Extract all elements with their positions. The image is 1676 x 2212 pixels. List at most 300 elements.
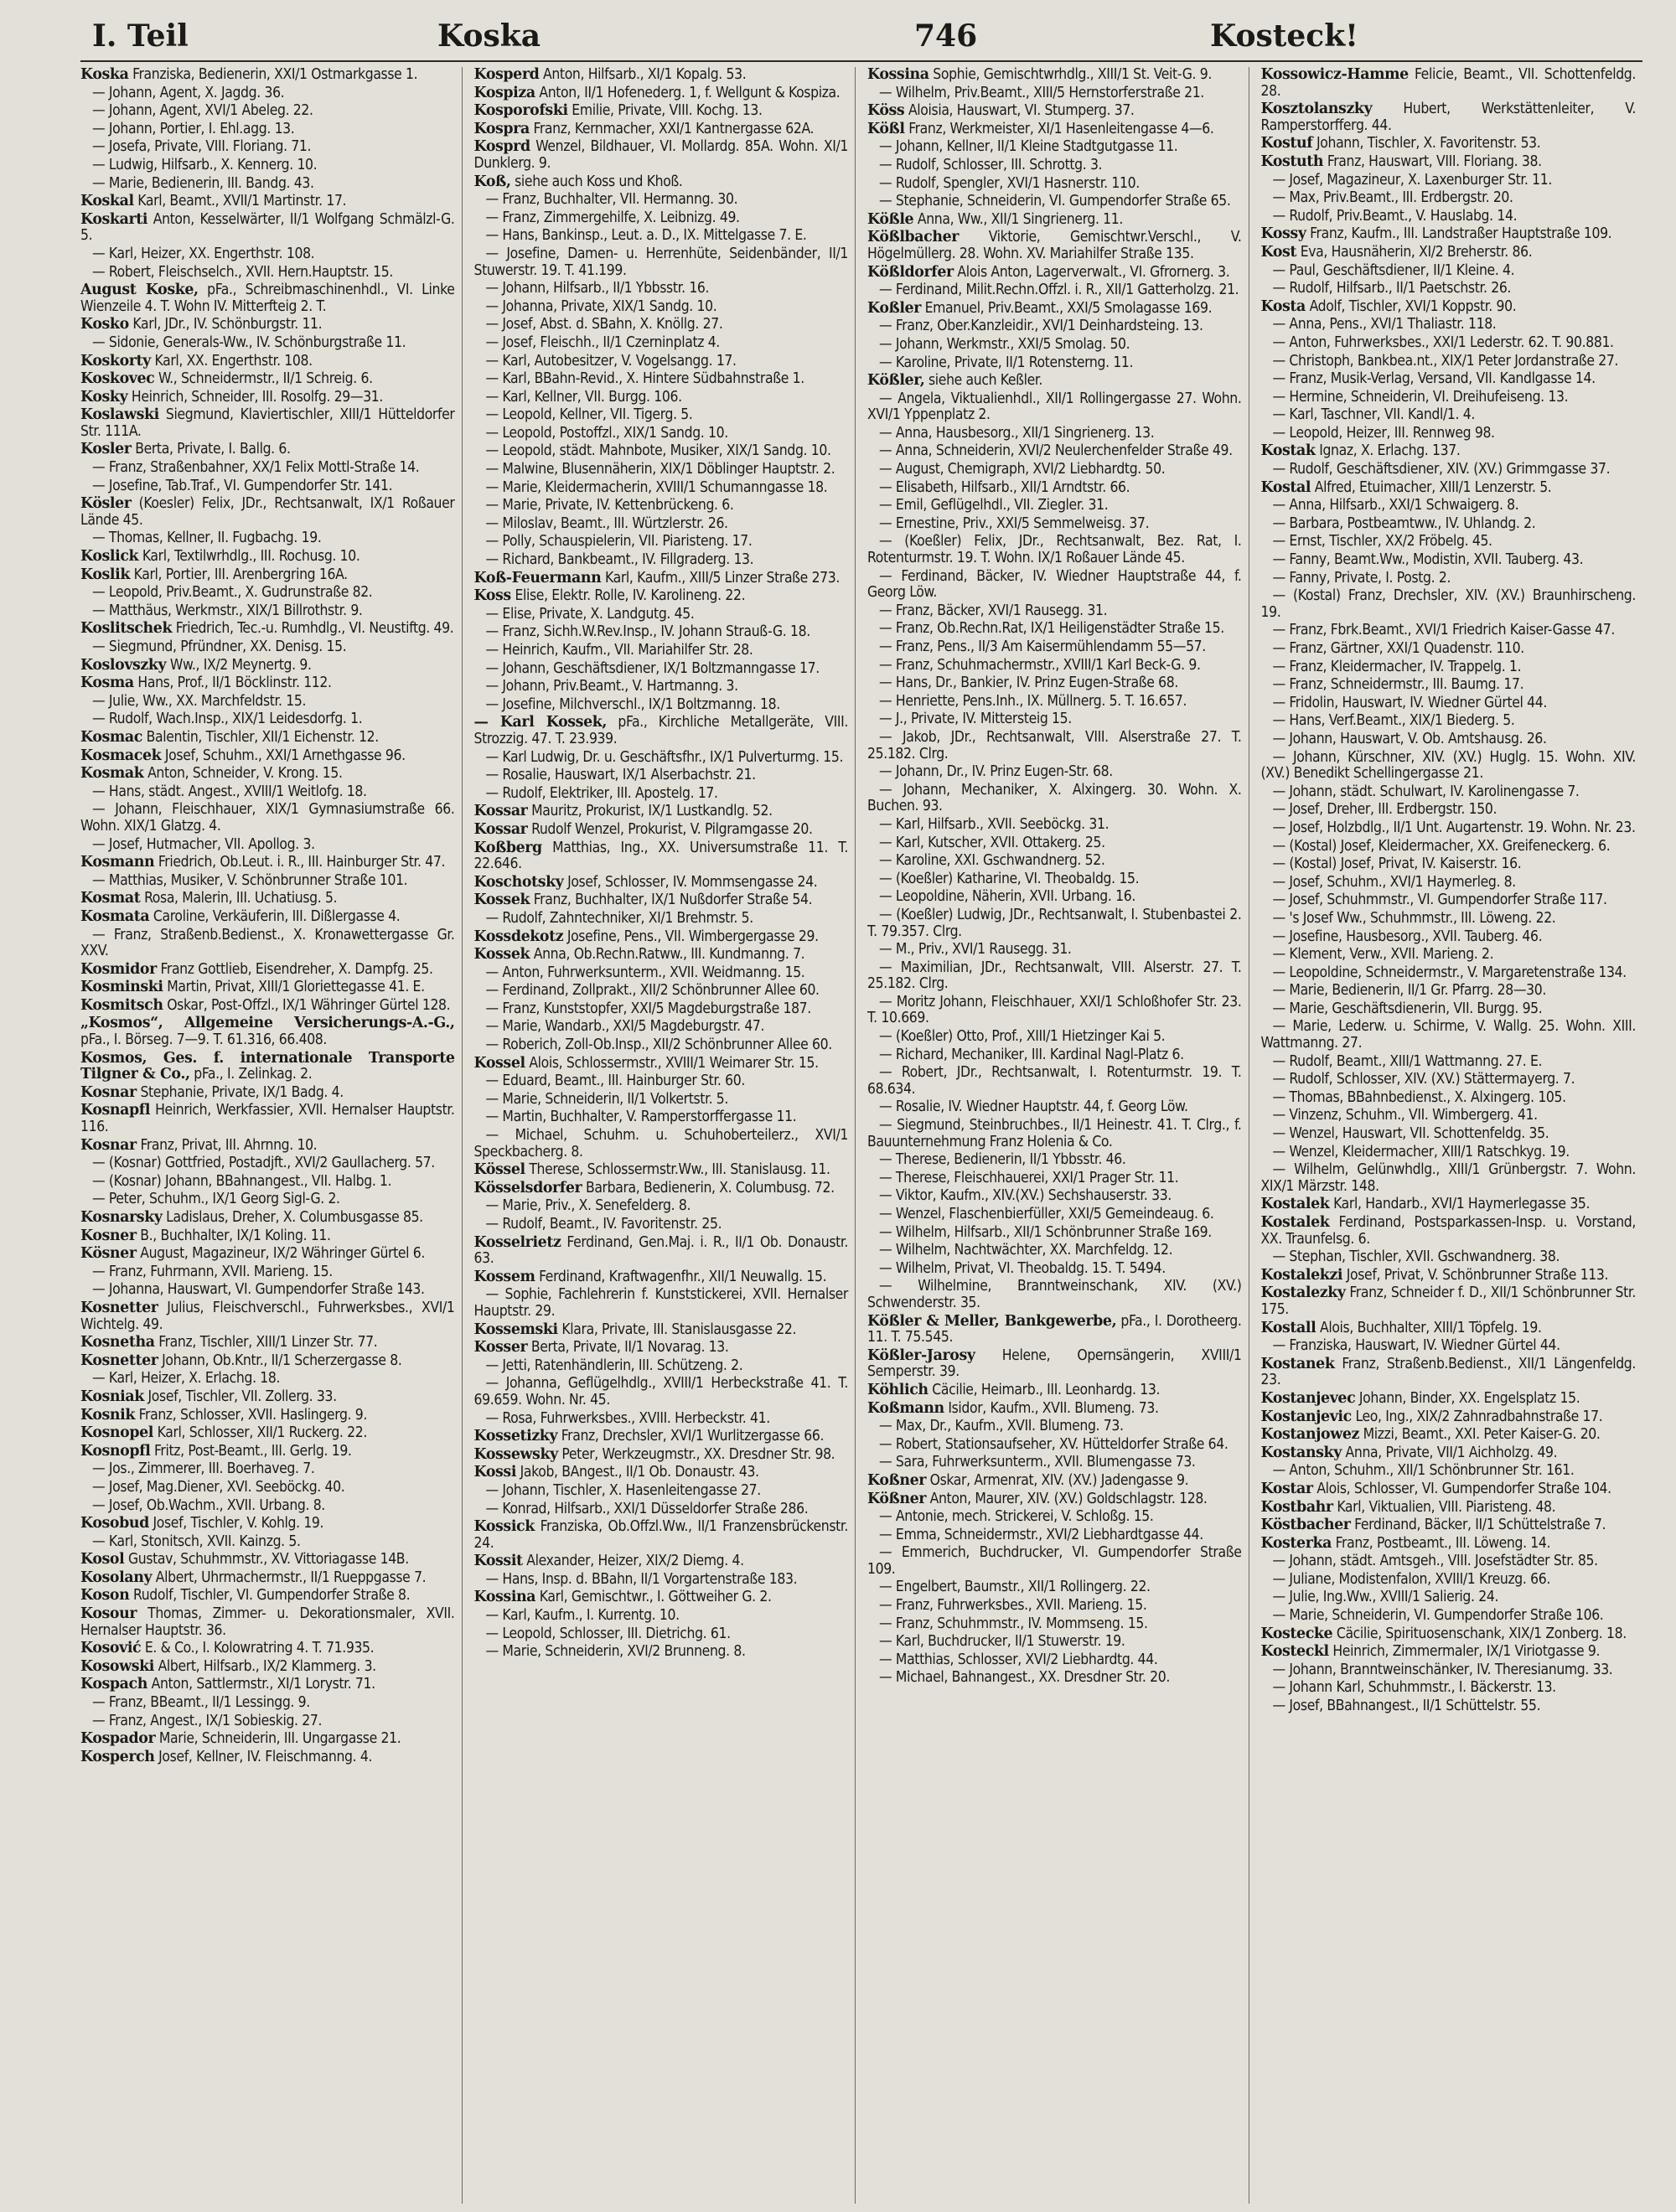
- directory-entry: [867, 373, 1242, 390]
- directory-entry: [1261, 462, 1637, 478]
- entry-surname: Kösler: [80, 495, 132, 513]
- entry-details: Karl, XX. Engerthstr. 108.: [154, 352, 313, 370]
- entry-details: Ladislaus, Dreher, X. Columbusgasse 85.: [166, 1209, 423, 1226]
- entry-details: — Franz, Sichh.W.Rev.Insp., IV. Johann Strauß-G. 18.: [485, 623, 810, 641]
- directory-entry: [1261, 947, 1637, 964]
- entry-details: — Matthias, Musiker, V. Schönbrunner Straße 101.: [92, 871, 408, 889]
- entry-surname: Kossem: [473, 1268, 535, 1285]
- entry-details: — Franz, Kunststopfer, XXI/5 Magdeburgstraße 187.: [485, 1000, 811, 1017]
- entry-surname: Kösselsdorfer: [473, 1179, 582, 1196]
- entry-details: — Josefa, Private, VIII. Floriang. 71.: [92, 138, 312, 156]
- directory-entry: [80, 1570, 455, 1587]
- entry-details: — Leopold, Heizer, III. Rennweg 98.: [1272, 424, 1495, 442]
- entry-details: Josef, Schuhm., XXI/1 Arnethgasse 96.: [164, 747, 406, 764]
- entry-surname: Kostanjowez: [1260, 1426, 1359, 1444]
- entry-details: B., Buchhalter, IX/1 Koling. 11.: [140, 1227, 331, 1244]
- entry-details: (Koesler) Felix, JDr., Rechtsanwalt, IX/1 Roßauer Lände 45.: [80, 495, 455, 529]
- directory-entry: [474, 390, 849, 406]
- column-2: [474, 67, 856, 2204]
- directory-entry: [80, 802, 455, 835]
- directory-entry: [474, 1198, 849, 1215]
- entry-details: — Ernst, Tischler, XX/2 Fröbelg. 45.: [1272, 533, 1492, 550]
- entry-surname: Kosselrietz: [473, 1233, 561, 1251]
- directory-entry: [474, 624, 849, 641]
- entry-details: Elise, Elektr. Rolle, IV. Karolineng. 22.: [515, 587, 746, 605]
- entry-surname: Koson: [80, 1587, 130, 1605]
- directory-entry: [474, 1162, 849, 1179]
- directory-entry: [867, 301, 1242, 318]
- entry-surname: Koßberg: [473, 839, 542, 856]
- directory-entry: [80, 658, 455, 674]
- directory-entry: [1261, 1572, 1637, 1589]
- entry-surname: Kossit: [473, 1553, 523, 1570]
- entry-details: Karl, Viktualien, VIII. Piaristeng. 48.: [1337, 1498, 1556, 1516]
- entry-details: Karl, Kaufm., XIII/5 Linzer Straße 273.: [604, 569, 841, 587]
- directory-entry: [80, 1534, 455, 1551]
- entry-surname: Kospra: [473, 120, 530, 137]
- entry-details: Franz, Hauswart, VIII. Floriang. 38.: [1327, 152, 1542, 170]
- directory-entry: [1261, 335, 1637, 352]
- directory-entry: [1261, 136, 1637, 152]
- directory-entry: [80, 103, 455, 120]
- entry-surname: Kostbahr: [1260, 1498, 1333, 1516]
- entry-details: — Jos., Zimmerer, III. Boerhaveg. 7.: [92, 1460, 315, 1478]
- entry-surname: Kosnetter: [80, 1299, 158, 1316]
- directory-entry: [80, 354, 455, 370]
- entry-details: — Johann, Kellner, II/1 Kleine Stadtgutgasse 11.: [879, 138, 1178, 156]
- directory-entry: [80, 1731, 455, 1748]
- directory-entry: [80, 1641, 455, 1657]
- entry-details: Sophie, Gemischtwrhdlg., XIII/1 St. Veit-G. 9.: [933, 67, 1213, 83]
- entry-surname: Koskovec: [80, 370, 155, 388]
- directory-entry: [1261, 623, 1637, 639]
- directory-entry: [80, 1335, 455, 1351]
- entry-details: — Ernestine, Priv., XXI/5 Semmelweisg. 37.: [879, 514, 1150, 532]
- entry-details: Ferdinand, Bäcker, II/1 Schüttelstraße 7.: [1354, 1517, 1606, 1534]
- entry-surname: Kostalek: [1260, 1214, 1330, 1231]
- entry-details: — Polly, Schauspielerin, VII. Piaristeng. 17.: [485, 533, 753, 550]
- entry-details: Josefine, Pens., VII. Wimbergergasse 29.: [566, 928, 819, 945]
- directory-entry: [474, 552, 849, 569]
- directory-entry: [474, 804, 849, 820]
- directory-entry: [867, 1527, 1242, 1544]
- part-label: I. Teil: [92, 18, 189, 54]
- directory-entry: [867, 960, 1242, 993]
- directory-entry: [474, 1019, 849, 1036]
- directory-entry: [1261, 1001, 1637, 1018]
- entry-details: Barbara, Bedienerin, X. Columbusg. 72.: [585, 1179, 835, 1196]
- entry-details: Ignaz, X. Erlachg. 137.: [1319, 442, 1461, 460]
- entry-details: — (Kostal) Josef, Privat, IV. Kaiserstr. 16.: [1272, 855, 1522, 873]
- entry-details: — Josefine, Tab.Traf., VI. Gumpendorfer Str. 141.: [92, 477, 393, 494]
- directory-entry: [867, 1455, 1242, 1471]
- entry-details: Hans, Prof., II/1 Böcklinstr. 112.: [137, 674, 332, 692]
- entry-details: Anton, II/1 Hofenederg. 1, f. Wellgunt & Kospiza.: [539, 84, 841, 101]
- entry-details: Berta, Private, I. Ballg. 6.: [135, 441, 291, 458]
- directory-entry: [867, 337, 1242, 354]
- directory-entry: [867, 230, 1242, 262]
- entry-surname: Kosta: [1260, 297, 1306, 315]
- entry-details: — (Kosnar) Johann, BBahnangest., VII. Halbg. 1.: [92, 1172, 392, 1190]
- directory-entry: [474, 1589, 849, 1606]
- entry-details: Rosa, Malerin, III. Uchatiusg. 5.: [144, 890, 338, 907]
- directory-entry: [80, 928, 455, 960]
- directory-entry: [80, 639, 455, 656]
- entry-details: — Matthäus, Werkmstr., XIX/1 Billrothstr. 9.: [92, 602, 363, 619]
- entry-details: — Rudolf, Wach.Insp., XIX/1 Leidesdorfg. 1.: [92, 711, 363, 728]
- entry-surname: „Kosmos“, Allgemeine Versicherungs-A.-G.,: [80, 1015, 455, 1032]
- entry-details: — Johann, Werkmstr., XXI/5 Smolag. 50.: [879, 335, 1130, 353]
- entry-details: — Michael, Schuhm. u. Schuhoberteilerz., XVI/1 Speckbacherg. 8.: [473, 1127, 848, 1160]
- entry-details: — Leopold, Kellner, VII. Tigerg. 5.: [485, 406, 693, 424]
- directory-entry: [1261, 929, 1637, 946]
- entry-details: — Johann, Mechaniker, X. Alxingerg. 30. Wohn. X. Buchen. 93.: [867, 781, 1242, 815]
- entry-details: — Sidonie, Generals-Ww., IV. Schönburgstraße 11.: [92, 333, 406, 351]
- entry-details: — Wilhelm, Privat, VI. Theobaldg. 15. T. 5494.: [879, 1259, 1166, 1277]
- entry-details: — Karl, Kaufm., I. Kurrentg. 10.: [485, 1607, 680, 1625]
- entry-details: — Johann, Hauswart, V. Ob. Amtshausg. 26.: [1272, 730, 1547, 747]
- directory-entry: [80, 390, 455, 406]
- entry-details: — Christoph, Bankbea.nt., XIX/1 Peter Jordanstraße 27.: [1272, 352, 1619, 370]
- entry-details: — Johann, städt. Amtsgeh., VIII. Josefstädter Str. 85.: [1272, 1553, 1598, 1570]
- entry-surname: Kosperd: [473, 67, 540, 83]
- entry-surname: Kost: [1260, 243, 1297, 261]
- entry-details: pFa., I. Dorotheerg. 11. T. 75.545.: [867, 1312, 1242, 1346]
- entry-details: — Antonie, mech. Strickerei, V. Schloßg. 15.: [879, 1508, 1154, 1526]
- entry-details: — Ferdinand, Bäcker, IV. Wiedner Hauptstraße 44, f. Georg Löw.: [867, 567, 1242, 602]
- entry-details: — Jakob, JDr., Rechtsanwalt, VIII. Alserstraße 27. T. 25.182. Clrg.: [867, 728, 1242, 762]
- entry-details: — Michael, Bahnangest., XX. Dresdner Str. 20.: [879, 1669, 1170, 1687]
- directory-entry: [80, 442, 455, 458]
- entry-details: — Eduard, Beamt., III. Hainburger Str. 60.: [485, 1072, 745, 1090]
- entry-details: — (Kosnar) Gottfried, Postadjft., XVI/2 Gaullacherg. 57.: [92, 1155, 435, 1172]
- entry-details: — Franz, Schneidermstr., III. Baumg. 17.: [1272, 676, 1524, 694]
- entry-details: — Emil, Geflügelhdl., VII. Ziegler. 31.: [879, 497, 1109, 514]
- directory-entry: [474, 1465, 849, 1481]
- directory-entry: [80, 730, 455, 747]
- entry-surname: Kossina: [867, 67, 929, 83]
- directory-entry: [474, 534, 849, 550]
- directory-entry: [80, 1749, 455, 1766]
- directory-entry: [1261, 1500, 1637, 1517]
- directory-entry: [867, 694, 1242, 711]
- entry-details: Balentin, Tischler, XII/1 Eichenstr. 12.: [146, 728, 379, 746]
- directory-entry: [474, 892, 849, 909]
- entry-details: — Emmerich, Buchdrucker, VI. Gumpendorfer Straße 109.: [867, 1544, 1242, 1578]
- directory-entry: [1261, 1644, 1637, 1661]
- directory-entry: [80, 1606, 455, 1639]
- directory-entry: [80, 121, 455, 138]
- directory-entry: [1261, 641, 1637, 658]
- entry-surname: Kospador: [80, 1730, 156, 1748]
- directory-entry: [867, 480, 1242, 497]
- entry-details: — (Koeßler) Ludwig, JDr., Rechtsanwalt, I. Stubenbastei 2. T. 79.357. Clrg.: [867, 906, 1242, 940]
- directory-entry: [474, 139, 849, 172]
- entry-surname: Kosour: [80, 1605, 137, 1623]
- entry-details: — Josef, Abst. d. SBahn, X. Knöllg. 27.: [485, 316, 723, 333]
- entry-details: — Matthias, Schlosser, XVI/2 Liebhardtg. 44.: [879, 1651, 1158, 1668]
- directory-entry: [474, 1037, 849, 1054]
- entry-surname: Kosztolanszky: [1260, 101, 1373, 118]
- entry-surname: Kossina: [473, 1589, 536, 1606]
- directory-entry: [1261, 443, 1637, 460]
- entry-details: — Karl, Heizer, X. Erlachg. 18.: [92, 1370, 281, 1388]
- directory-entry: [1261, 1196, 1637, 1213]
- directory-entry: [1261, 354, 1637, 370]
- entry-details: — Leopoldine, Näherin, XVII. Urbang. 16.: [879, 888, 1135, 906]
- directory-entry: [474, 767, 849, 784]
- entry-details: — Franz, Angest., IX/1 Sobieskig. 27.: [92, 1712, 323, 1729]
- entry-details: Heinrich, Werkfassier, XVII. Hernalser Hauptstr. 116.: [80, 1102, 455, 1136]
- entry-details: Anna, Ob.Rechn.Ratww., III. Kundmanng. 7.: [533, 946, 805, 964]
- directory-entry: [1261, 1481, 1637, 1498]
- directory-entry: [1261, 839, 1637, 855]
- entry-surname: Koss: [473, 587, 511, 605]
- directory-entry: [474, 317, 849, 333]
- directory-entry: [1261, 677, 1637, 694]
- directory-entry: [867, 534, 1242, 566]
- directory-entry: [474, 715, 849, 747]
- directory-entry: [1261, 695, 1637, 712]
- directory-entry: [80, 585, 455, 602]
- directory-entry: [80, 158, 455, 174]
- entry-details: — Marie, Private, IV. Kettenbrückeng. 6.: [485, 497, 734, 514]
- directory-entry: [867, 1491, 1242, 1508]
- entry-details: Oskar, Armenrat, XIV. (XV.) Jadengasse 9.: [929, 1471, 1189, 1489]
- entry-details: — Richard, Bankbeamt., IV. Fillgraderg. 13.: [485, 551, 754, 569]
- directory-entry: [1261, 1108, 1637, 1124]
- directory-entry: [80, 1051, 455, 1083]
- directory-entry: [80, 1282, 455, 1299]
- directory-entry: [80, 1353, 455, 1370]
- entry-details: — (Koeßler) Otto, Prof., XIII/1 Hietzinger Kai 5.: [879, 1028, 1166, 1046]
- directory-entry: [867, 1616, 1242, 1633]
- entry-details: — Hans, städt. Angest., XVIII/1 Weitlofg. 18.: [92, 783, 367, 800]
- entry-details: — Johann, städt. Schulwart, IV. Karolinengasse 7.: [1272, 783, 1580, 800]
- entry-details: — Rosa, Fuhrwerksbes., XVIII. Herbeckstr. 41.: [485, 1409, 770, 1427]
- entry-details: Anna, Private, VII/1 Aichholzg. 49.: [1345, 1444, 1558, 1461]
- directory-entry: [867, 176, 1242, 193]
- directory-entry: [1261, 1463, 1637, 1480]
- entry-details: — Franz, Schuhmachermstr., XVIII/1 Karl Beck-G. 9.: [879, 656, 1201, 674]
- entry-details: — Max, Dr., Kaufm., XVII. Blumeng. 73.: [879, 1418, 1124, 1435]
- entry-surname: Koßmann: [867, 1399, 944, 1417]
- entry-surname: Kößle: [867, 210, 914, 228]
- entry-details: — Marie, Schneiderin, XVI/2 Brunneng. 8.: [485, 1643, 746, 1661]
- entry-details: — Thomas, Kellner, II. Fugbachg. 19.: [92, 530, 322, 547]
- entry-details: siehe auch Koss und Khoß.: [515, 173, 683, 190]
- directory-entry: [1261, 67, 1637, 100]
- entry-details: Oskar, Post-Offzl., IX/1 Währinger Gürtel 128.: [167, 996, 451, 1014]
- directory-entry: [474, 103, 849, 120]
- entry-details: Heinrich, Zimmermaler, IX/1 Viriotgasse 9.: [1332, 1643, 1601, 1661]
- entry-details: — Johanna, Hauswart, VI. Gumpendorfer Straße 143.: [92, 1281, 425, 1299]
- entry-details: — Franz, Buchhalter, VII. Hermanng. 30.: [485, 191, 738, 209]
- entry-surname: Kößler,: [867, 372, 925, 390]
- entry-details: Anton, Sattlermstr., XI/1 Lorystr. 71.: [151, 1676, 375, 1693]
- entry-surname: Kossetizky: [473, 1428, 558, 1445]
- entry-surname: Kosler: [80, 441, 132, 458]
- entry-details: — Robert, Stationsaufseher, XV. Hütteldorfer Straße 64.: [879, 1435, 1229, 1453]
- entry-details: Eva, Hausnäherin, XI/2 Breherstr. 86.: [1300, 243, 1533, 261]
- entry-details: — Franziska, Hauswart, IV. Wiedner Gürtel 44.: [1272, 1337, 1560, 1355]
- entry-details: Franz, Drechsler, XVI/1 Wurlitzergasse 66.: [561, 1428, 825, 1445]
- directory-entry: [1261, 317, 1637, 333]
- directory-entry: [80, 1246, 455, 1263]
- directory-entry: [867, 1382, 1242, 1399]
- entry-surname: Kossowicz-Hamme: [1260, 67, 1409, 83]
- entry-details: — Marie, Bedienerin, III. Bandg. 43.: [92, 174, 314, 192]
- directory-entry: [867, 730, 1242, 762]
- directory-entry: [474, 407, 849, 424]
- directory-entry: [867, 1207, 1242, 1223]
- directory-entry: [474, 1644, 849, 1661]
- entry-surname: Kosteckl: [1260, 1643, 1329, 1661]
- directory-entry: [1261, 1090, 1637, 1107]
- directory-entry: [80, 1103, 455, 1135]
- directory-entry: [1261, 101, 1637, 134]
- entry-details: Leo, Ing., XIX/2 Zahnradbahnstraße 17.: [1355, 1408, 1603, 1425]
- directory-entry: [1261, 1553, 1637, 1570]
- directory-entry: [474, 192, 849, 209]
- entry-details: Felicie, Beamt., VII. Schottenfeldg. 28.: [1260, 67, 1636, 100]
- directory-entry: [867, 194, 1242, 210]
- entry-surname: Kosović: [80, 1640, 142, 1657]
- entry-details: — Martin, Buchhalter, V. Ramperstorffergasse 11.: [485, 1109, 797, 1126]
- directory-entry: [1261, 784, 1637, 801]
- directory-entry: [867, 121, 1242, 138]
- directory-entry: [1261, 820, 1637, 837]
- directory-entry: [867, 569, 1242, 602]
- entry-details: — Rosalie, IV. Wiedner Hauptstr. 44, f. Georg Löw.: [879, 1098, 1188, 1116]
- entry-details: E. & Co., I. Kolowratring 4. T. 71.935.: [144, 1640, 375, 1657]
- entry-details: — Karl, Buchdrucker, II/1 Stuwerstr. 19.: [879, 1633, 1125, 1651]
- directory-entry: [1261, 1019, 1637, 1052]
- entry-details: — Elise, Private, X. Landgutg. 45.: [485, 605, 695, 623]
- entry-details: — Karl, Autobesitzer, V. Vogelsangg. 17.: [485, 352, 737, 370]
- entry-surname: Koßler: [867, 299, 921, 317]
- directory-entry: [80, 1552, 455, 1569]
- entry-surname: — Karl Kossek,: [473, 714, 608, 731]
- directory-entry: [474, 983, 849, 1000]
- directory-entry: [80, 675, 455, 692]
- directory-entry: [867, 318, 1242, 335]
- directory-entry: [474, 67, 849, 84]
- directory-entry: [80, 891, 455, 907]
- directory-entry: [867, 871, 1242, 888]
- entry-details: — Rudolf, Priv.Beamt., V. Hauslabg. 14.: [1272, 207, 1518, 225]
- entry-details: Johann, Ob.Kntr., II/1 Scherzergasse 8.: [162, 1351, 402, 1369]
- entry-surname: Kossemski: [473, 1320, 558, 1338]
- directory-entry: [867, 1171, 1242, 1187]
- directory-entry: [80, 1677, 455, 1693]
- directory-entry: [867, 67, 1242, 84]
- directory-entry: [474, 1287, 849, 1320]
- entry-details: — Franz, Bäcker, XVI/1 Rausegg. 31.: [879, 602, 1108, 619]
- directory-entry: [474, 516, 849, 533]
- directory-entry: [1261, 209, 1637, 225]
- directory-entry: [474, 679, 849, 695]
- directory-entry: [1261, 1698, 1637, 1715]
- entry-details: Therese, Schlossermstr.Ww., III. Stanislausg. 11.: [529, 1161, 830, 1179]
- directory-entry: [1261, 407, 1637, 424]
- entry-details: Ferdinand, Gen.Maj. i. R., II/1 Ob. Donaustr. 63.: [473, 1233, 849, 1268]
- entry-details: — Ferdinand, Zollprakt., XII/2 Schönbrunner Allee 60.: [485, 982, 820, 1000]
- directory-entry: [80, 478, 455, 495]
- directory-entry: [867, 516, 1242, 533]
- entry-details: Alois, Schlossermstr., XVIII/1 Weimarer Str. 15.: [529, 1054, 819, 1072]
- directory-entry: [474, 1358, 849, 1375]
- entry-details: Martin, Privat, XIII/1 Gloriettegasse 41. E.: [167, 979, 425, 996]
- directory-entry: [474, 822, 849, 839]
- directory-entry: [80, 837, 455, 854]
- entry-details: — Angela, Viktualienhdl., XII/1 Rollingergasse 27. Wohn. XVI/1 Yppenplatz 2.: [867, 390, 1242, 424]
- entry-details: — Franz, Zimmergehilfe, X. Leibnizg. 49.: [485, 209, 740, 226]
- entry-details: — Karl, Heizer, XX. Engerthstr. 108.: [92, 245, 315, 262]
- entry-surname: Kostak: [1260, 442, 1316, 460]
- directory-entry: [474, 1217, 849, 1233]
- directory-entry: [80, 784, 455, 801]
- entry-details: — Fanny, Private, I. Postg. 2.: [1272, 569, 1451, 587]
- entry-details: — Karoline, Private, II/1 Rotensterng. 11.: [879, 354, 1134, 371]
- entry-details: — Juliane, Modistenfalon, XVIII/1 Kreuzg. 66.: [1272, 1570, 1550, 1588]
- entry-surname: Kostecke: [1260, 1625, 1333, 1642]
- entry-details: — Marie, Bedienerin, II/1 Gr. Pfarrg. 28—30.: [1272, 982, 1546, 1000]
- entry-surname: Kossel: [473, 1054, 525, 1072]
- directory-entry: [1261, 911, 1637, 928]
- entry-details: — Leopold, Postoffzl., XIX/1 Sandg. 10.: [485, 424, 728, 442]
- directory-entry: [80, 1444, 455, 1460]
- entry-details: Albert, Uhrmachermstr., II/1 Rueppgasse 7.: [155, 1569, 427, 1586]
- entry-details: — Rudolf, Beamt., XIII/1 Wattmanng. 27. E.: [1272, 1052, 1543, 1070]
- directory-entry: [867, 1099, 1242, 1116]
- entry-details: — Rudolf, Elektriker, III. Apostelg. 17.: [485, 784, 718, 802]
- directory-entry: [474, 443, 849, 460]
- entry-details: — Anna, Hilfsarb., XXI/1 Schwaigerg. 8.: [1272, 497, 1519, 514]
- entry-details: Emanuel, Priv.Beamt., XXI/5 Smolagasse 169.: [924, 299, 1213, 317]
- entry-details: — Hans, Verf.Beamt., XIX/1 Biederg. 5.: [1272, 712, 1515, 730]
- directory-entry: [80, 766, 455, 783]
- page-number: 746: [914, 18, 978, 54]
- entry-surname: Koßner: [867, 1471, 927, 1489]
- entry-details: — Karl, Stonitsch, XVII. Kainzg. 5.: [92, 1532, 301, 1550]
- entry-details: — Max, Priv.Beamt., III. Erdbergstr. 20.: [1272, 189, 1513, 207]
- entry-details: — Johann, Dr., IV. Prinz Eugen-Str. 68.: [879, 763, 1113, 781]
- entry-details: Franziska, Bedienerin, XXI/1 Ostmarkgasse 1.: [132, 67, 418, 83]
- directory-entry: [474, 750, 849, 767]
- entry-details: Anton, Maurer, XIV. (XV.) Goldschlagstr. 128.: [929, 1490, 1208, 1507]
- directory-entry: [1261, 750, 1637, 783]
- directory-entry: [474, 786, 849, 803]
- entry-details: — Johanna, Geflügelhdlg., XVIII/1 Herbeckstraße 41. T. 69.659. Wohn. Nr. 45.: [473, 1375, 848, 1408]
- directory-entry: [474, 299, 849, 316]
- entry-details: Wenzel, Bildhauer, VI. Mollardg. 85A. Wohn. XI/1 Dunklerg. 9.: [473, 138, 848, 172]
- entry-surname: Kößlbacher: [867, 229, 960, 246]
- entry-surname: Kosmak: [80, 765, 144, 783]
- directory-entry: [1261, 173, 1637, 189]
- directory-entry: [80, 407, 455, 440]
- entry-surname: Kostanjevec: [1260, 1389, 1356, 1407]
- entry-details: — M., Priv., XVI/1 Rausegg. 31.: [879, 941, 1072, 959]
- directory-entry: [474, 1092, 849, 1109]
- directory-entry: [80, 1210, 455, 1227]
- entry-surname: Kossdekotz: [473, 928, 564, 945]
- directory-entry: [1261, 892, 1637, 909]
- directory-entry: [474, 875, 849, 892]
- directory-entry: [1261, 1536, 1637, 1553]
- directory-entry: [1261, 426, 1637, 442]
- directory-entry: [867, 1348, 1242, 1381]
